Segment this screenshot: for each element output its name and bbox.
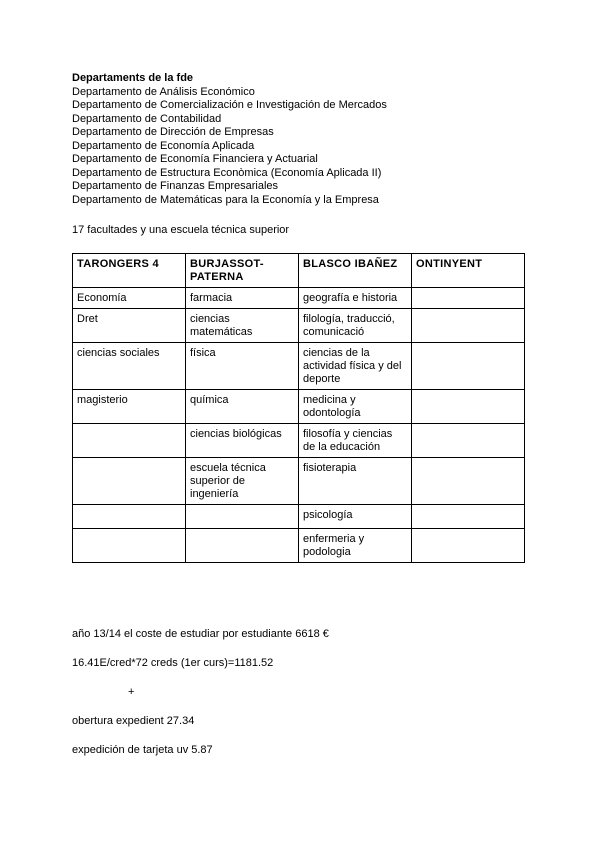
table-cell: medicina y odontología — [299, 390, 412, 424]
table-header-row — [73, 254, 525, 288]
table-row — [73, 288, 525, 309]
department-item: Departamento de Estructura Econòmica (Economía Aplicada II) — [72, 166, 382, 179]
table-cell: enfermeria y podologia — [299, 529, 412, 563]
table-cell — [412, 288, 525, 309]
table-cell — [412, 390, 525, 424]
department-item: Departamento de Finanzas Empresariales — [72, 180, 279, 192]
table-cell — [412, 458, 525, 505]
table-row — [73, 343, 525, 390]
table-cell: magisterio — [73, 390, 186, 424]
table-cell — [412, 424, 525, 458]
table-cell: ciencias biológicas — [186, 424, 299, 458]
table-cell: escuela técnica superior de ingeniería — [186, 458, 299, 505]
table-cell: psicología — [299, 505, 412, 529]
table-cell: química — [186, 390, 299, 424]
table-cell: filosofía y ciencias de la educación — [299, 424, 412, 458]
table-row — [73, 309, 525, 343]
departments-list — [72, 86, 532, 208]
table-row — [73, 529, 525, 563]
table-cell — [73, 424, 186, 458]
table-cell: ciencias sociales — [73, 343, 186, 390]
column-header-ontinyent: ONTINYENT — [412, 254, 525, 288]
table-row — [73, 505, 525, 529]
table-cell — [186, 529, 299, 563]
column-header-blasco: BLASCO IBAÑEZ — [299, 254, 412, 288]
plus-sign: + — [128, 686, 135, 698]
column-header-burjassot: BURJASSOT-PATERNA — [186, 254, 299, 288]
table-cell: fisioterapia — [299, 458, 412, 505]
table-cell — [412, 343, 525, 390]
department-item: Departamento de Matemáticas para la Economía y la Empresa — [72, 193, 379, 206]
cost-note: año 13/14 el coste de estudiar por estudiante 6618 € — [72, 628, 329, 640]
table-cell: filología, traducció, comunicació — [299, 309, 412, 343]
table-cell — [412, 529, 525, 563]
table-cell — [73, 529, 186, 563]
table-row — [73, 390, 525, 424]
table-cell: Economía — [73, 288, 186, 309]
table-cell — [412, 505, 525, 529]
department-item: Departamento de Contabilidad — [72, 112, 222, 125]
table-cell — [412, 309, 525, 343]
table-cell: geografía e historia — [299, 288, 412, 309]
table-cell: farmacia — [186, 288, 299, 309]
table-cell — [73, 458, 186, 505]
department-item: Departamento de Dirección de Empresas — [72, 126, 274, 138]
department-item: Departamento de Análisis Económico — [72, 85, 255, 98]
department-item: Departamento de Comercialización e Investigación de Mercados — [72, 99, 387, 111]
table-cell — [73, 505, 186, 529]
table-row — [73, 458, 525, 505]
table-row — [73, 424, 525, 458]
faculties-table — [72, 253, 525, 563]
department-item: Departamento de Economía Aplicada — [72, 139, 255, 152]
opening-note: obertura expedient 27.34 — [72, 715, 195, 727]
table-cell: Dret — [73, 309, 186, 343]
department-item: Departamento de Economía Financiera y Actuarial — [72, 153, 318, 165]
table-cell — [186, 505, 299, 529]
departments-section — [72, 72, 532, 238]
credits-note: 16.41E/cred*72 creds (1er curs)=1181.52 — [72, 657, 274, 669]
card-note: expedición de tarjeta uv 5.87 — [72, 744, 213, 756]
table-cell: ciencias de la actividad física y del deporte — [299, 343, 412, 390]
table-cell: física — [186, 343, 299, 390]
departments-title: Departaments de la fde — [72, 72, 194, 84]
column-header-tarongers: TARONGERS 4 — [73, 254, 186, 288]
faculties-intro: 17 facultades y una escuela técnica superior — [72, 224, 290, 236]
table-cell: ciencias matemáticas — [186, 309, 299, 343]
